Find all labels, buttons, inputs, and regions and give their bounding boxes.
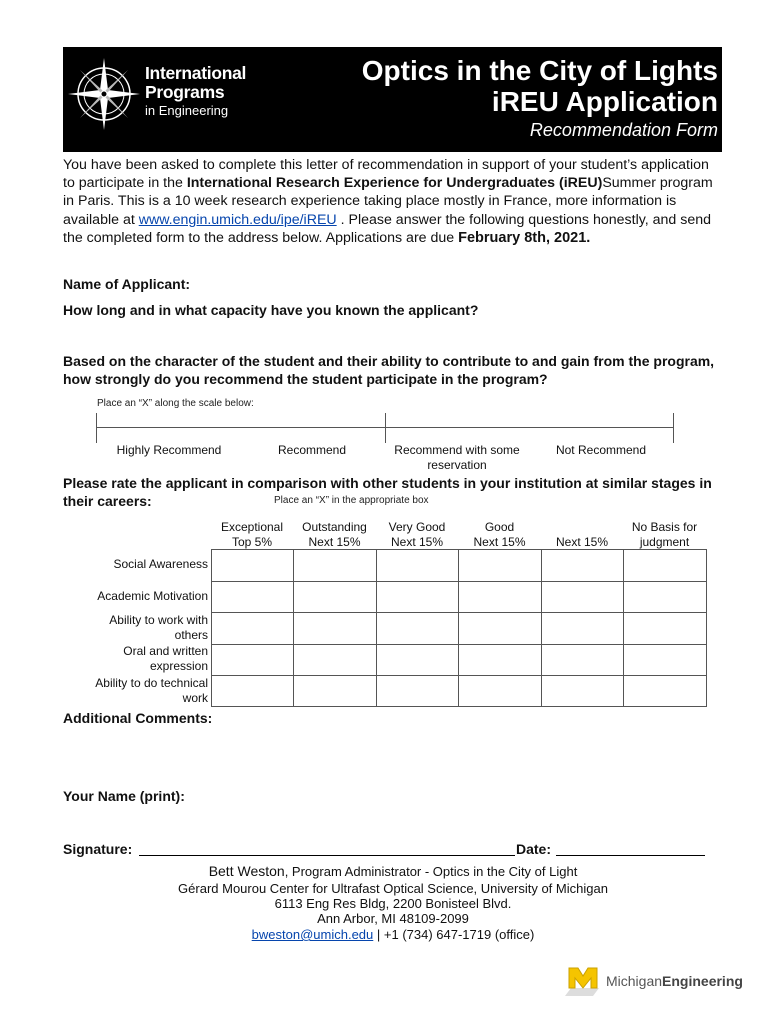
org-name-line3: in Engineering — [145, 103, 229, 118]
rating-cell[interactable] — [458, 549, 542, 582]
row-label-social-awareness: Social Awareness — [113, 557, 208, 571]
scale-label-recommend: Recommend — [277, 443, 347, 457]
rating-cell[interactable] — [293, 612, 377, 645]
footer-brand — [606, 973, 743, 989]
contact-email-link[interactable]: bweston@umich.edu — [251, 927, 374, 942]
rating-cell[interactable] — [211, 581, 294, 613]
date-label: Date: — [516, 841, 552, 857]
row-label-academic-motivation: Academic Motivation — [97, 589, 208, 603]
rating-cell[interactable] — [293, 581, 377, 613]
rating-cell[interactable] — [458, 612, 542, 645]
rating-cell[interactable] — [211, 644, 294, 676]
brand-bold: Engineering — [662, 973, 743, 989]
rating-cell[interactable] — [376, 644, 459, 676]
org-name-line1: International — [145, 63, 247, 83]
rating-cell[interactable] — [293, 675, 377, 707]
additional-comments-label: Additional Comments: — [63, 710, 213, 726]
scale-tick — [385, 413, 386, 443]
scale-label-highly-recommend: Highly Recommend — [116, 443, 222, 457]
date-field[interactable] — [556, 855, 705, 856]
page-subtitle: Recommendation Form — [529, 120, 718, 140]
rating-cell[interactable] — [376, 581, 459, 613]
rating-cell[interactable] — [458, 644, 542, 676]
rating-cell[interactable] — [211, 549, 294, 582]
rating-question: Please rate the applicant in comparison with other students in your institution at similar stages in their careers: — [63, 475, 712, 509]
your-name-label: Your Name (print): — [63, 788, 185, 804]
row-label-teamwork: Ability to work with others — [109, 613, 208, 642]
rating-cell[interactable] — [623, 549, 707, 582]
michigan-m-logo-icon — [563, 966, 603, 998]
contact-email-line — [63, 927, 723, 943]
intro-text-2: Summer program in Paris. This is a 10 week research experience taking place mostly in France, more information is available at — [63, 175, 713, 228]
rating-cell[interactable] — [623, 612, 707, 645]
rating-cell[interactable] — [376, 675, 459, 707]
rating-cell[interactable] — [211, 675, 294, 707]
rating-cell[interactable] — [293, 644, 377, 676]
org-name-line2: Programs — [145, 82, 225, 102]
intro-text: You have been asked to complete this letter of recommendation in support of your student’s application to participate in the — [63, 157, 709, 192]
rating-cell[interactable] — [541, 612, 624, 645]
rating-cell[interactable] — [623, 581, 707, 613]
known-question: How long and in what capacity have you known the applicant? — [63, 302, 479, 318]
column-header-next-15: Next 15% — [555, 535, 609, 549]
rating-cell[interactable] — [541, 644, 624, 676]
contact-phone: | +1 (734) 647-1719 (office) — [373, 927, 535, 942]
rating-cell[interactable] — [623, 644, 707, 676]
row-label-technical-work: Ability to do technical work — [95, 676, 208, 705]
column-header-exceptional: Exceptional Top 5% — [220, 520, 284, 549]
scale-instruction: Place an “X” along the scale below: — [97, 398, 254, 409]
signature-label: Signature: — [63, 841, 133, 857]
program-link[interactable]: www.engin.umich.edu/ipe/iREU — [138, 211, 337, 228]
contact-center: Gérard Mourou Center for Ultrafast Optical Science, University of Michigan — [178, 881, 608, 896]
contact-role: , Program Administrator - Optics in the City of Light — [284, 864, 578, 879]
column-header-good: Good Next 15% — [473, 520, 526, 549]
rating-cell[interactable] — [376, 549, 459, 582]
contact-address-1: 6113 Eng Res Bldg, 2200 Bonisteel Blvd. — [274, 896, 512, 911]
due-date: February 8th, 2021. — [458, 229, 591, 246]
rating-cell[interactable] — [458, 581, 542, 613]
compass-logo-icon — [66, 56, 142, 132]
rating-cell[interactable] — [458, 675, 542, 707]
recommend-question: Based on the character of the student and their ability to contribute to and gain from the program, how strongly do you recommend the student participate in the program? — [63, 353, 715, 387]
column-header-very-good: Very Good Next 15% — [388, 520, 446, 549]
rating-cell[interactable] — [211, 612, 294, 645]
contact-address-2: Ann Arbor, MI 48109-2099 — [317, 911, 469, 926]
signature-field[interactable] — [139, 855, 515, 856]
rating-cell[interactable] — [293, 549, 377, 582]
brand-regular: Michigan — [606, 973, 663, 989]
row-label-communication: Oral and written expression — [123, 644, 208, 673]
page-title: Optics in the City of Lights — [361, 55, 718, 86]
program-name: International Research Experience for Undergraduates (iREU) — [186, 175, 603, 192]
rating-grid — [211, 549, 706, 706]
rating-cell[interactable] — [541, 581, 624, 613]
intro-text-3: . Please answer the following questions honestly, and send the completed form to the address below. Applications are due — [63, 211, 712, 246]
rating-instruction: Place an “X” in the appropriate box — [274, 495, 429, 506]
scale-label-not-recommend: Not Recommend — [555, 443, 647, 457]
contact-name-line — [63, 864, 723, 880]
rating-cell[interactable] — [376, 612, 459, 645]
column-header-outstanding: Outstanding Next 15% — [302, 520, 367, 549]
rating-cell[interactable] — [623, 675, 707, 707]
scale-tick — [96, 413, 97, 443]
scale-label-recommend-with-reservation: Recommend with some reservation — [394, 443, 520, 472]
rating-cell[interactable] — [541, 549, 624, 582]
contact-name: Bett Weston — [208, 863, 285, 879]
scale-tick — [673, 413, 674, 443]
intro-paragraph — [63, 156, 723, 247]
column-header-no-basis: No Basis for judgment — [631, 520, 698, 549]
rating-cell[interactable] — [541, 675, 624, 707]
applicant-name-label: Name of Applicant: — [63, 276, 191, 292]
page-title-line2: iREU Application — [491, 86, 718, 117]
